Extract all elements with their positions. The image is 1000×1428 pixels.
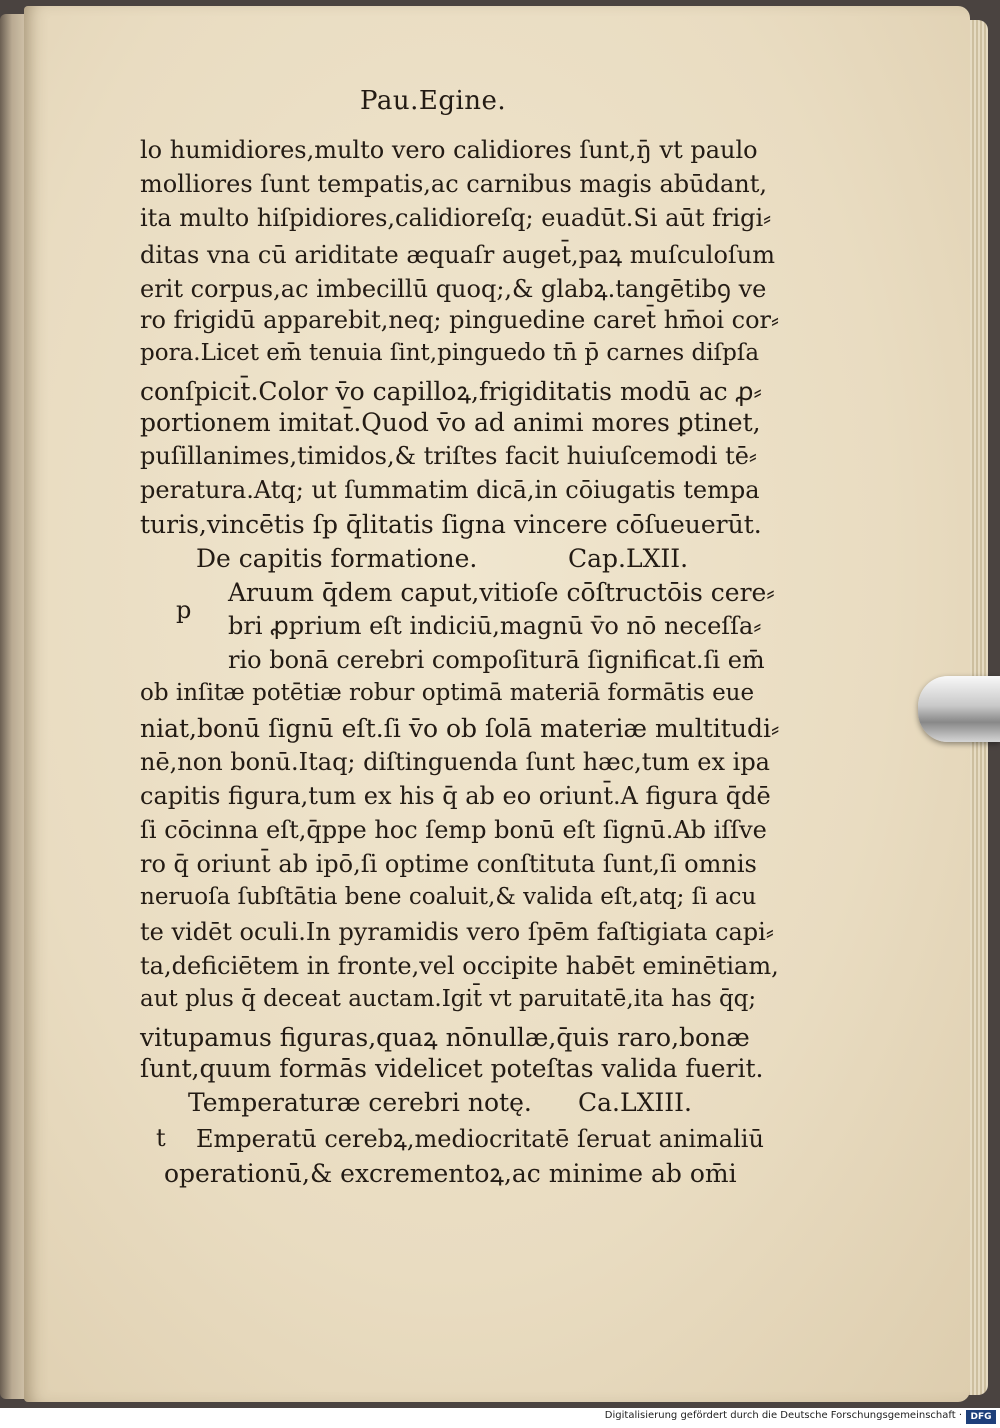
text-line: ro frigidū apparebit,neq; pinguedine caret̄ hm̄oi cor⸗ xyxy=(140,306,780,334)
running-title: Pau.Egine. xyxy=(360,86,507,116)
text-line: nē,non bonū.Itaq; diſtinguenda ſunt hæc,tum ex ipa xyxy=(140,748,770,776)
text-line: ita multo hiſpidiores,calidioreſq; euadūt.Si aūt frigi⸗ xyxy=(140,204,772,232)
text-line: peratura.Atq; ut ſummatim dicā,in cōiugatis tempa xyxy=(140,476,760,504)
text-line: niat,bonū ſignū eſt.ſi v̄o ob ſolā materiæ multitudi⸗ xyxy=(140,714,780,743)
text-line: turis,vincētis ſp q̄litatis ſigna vincere cōſueuerūt. xyxy=(140,510,762,539)
chapter-number: Ca.LXIII. xyxy=(578,1088,692,1117)
footer-bar xyxy=(0,1408,1000,1428)
text-line: vitupamus figuras,quaꝝ nōnullæ,q̄uis raro,bonæ xyxy=(140,1023,750,1052)
text-line: ditas vna cū ariditate æquaſr auget̄,paꝝ muſculoſum xyxy=(140,241,776,269)
text-line: operationū,& excrementoꝝ,ac minime ab om̄i xyxy=(164,1159,737,1188)
text-line: ſunt,quum formās videlicet poteſtas valida fuerit. xyxy=(140,1054,764,1083)
text-line: portionem imitat̄.Quod v̄o ad animi mores ꝑtinet, xyxy=(140,408,761,437)
page-clip xyxy=(918,676,1000,742)
text-line: ro q̄ oriunt̄ ab ipō,ſi optime conſtituta ſunt,ſi omnis xyxy=(140,850,757,878)
text-line: neruoſa ſubſtātia bene coaluit,& valida eſt,atq; ſi acu xyxy=(140,884,757,910)
funding-credit: Digitalisierung gefördert durch die Deutsche Forschungsgemeinschaft · xyxy=(604,1410,962,1421)
text-line: ob inſitæ potētiæ robur optimā materiā formātis eue xyxy=(140,680,755,706)
chapter-heading: Temperaturæ cerebri notę. xyxy=(188,1088,532,1117)
text-line: Aruum q̄dem caput,vitioſe cōſtructōis cere⸗ xyxy=(228,578,775,607)
text-line: ſi cōcinna eſt,q̄ppe hoc ſemp bonū eſt ſignū.Ab iſſve xyxy=(140,816,767,844)
chapter-heading: De capitis formatione. xyxy=(196,544,478,573)
text-line: Emperatū cerebꝝ,mediocritatē ſeruat animaliū xyxy=(196,1125,764,1153)
initial-letter: p xyxy=(176,596,192,624)
dfg-logo: DFG xyxy=(966,1410,996,1424)
text-line: puſillanimes,timidos,& triſtes facit huiuſcemodi tē⸗ xyxy=(140,442,757,470)
text-line: molliores ſunt tempatis,ac carnibus magis abūdant, xyxy=(140,170,767,198)
text-line: lo humidiores,multo vero calidiores ſunt,ŋ̄ vt paulo xyxy=(140,136,758,164)
text-line: te vidēt oculi.In pyramidis vero ſpēm faſtigiata capi⸗ xyxy=(140,918,774,946)
chapter-number: Cap.LXII. xyxy=(568,544,689,573)
text-line: bri ꝓprium eſt indiciū,magnū v̄o nō neceſſa⸗ xyxy=(228,612,762,640)
text-line: conſpicit̄.Color v̄o capilloꝝ,frigiditatis modū ac ꝓ⸗ xyxy=(140,377,762,406)
text-line: capitis figura,tum ex his q̄ ab eo oriunt̄.A figura q̄dē xyxy=(140,782,771,810)
text-line: rio bonā cerebri compoſiturā ſignificat.ſi em̄ xyxy=(228,646,765,674)
text-line: ta,deficiētem in fronte,vel occipite habēt eminētiam, xyxy=(140,952,779,980)
initial-letter: t xyxy=(156,1124,166,1152)
text-line: aut plus q̄ deceat auctam.Igit̄ vt paruitatē,ita has q̄q; xyxy=(140,986,757,1012)
text-line: pora.Licet em̄ tenuia ſint,pinguedo tn̄ p̄ carnes diſpſa xyxy=(140,340,760,366)
text-line: erit corpus,ac imbecillū quoq;,& glabꝝ.tangētibꝯ ve xyxy=(140,275,767,303)
